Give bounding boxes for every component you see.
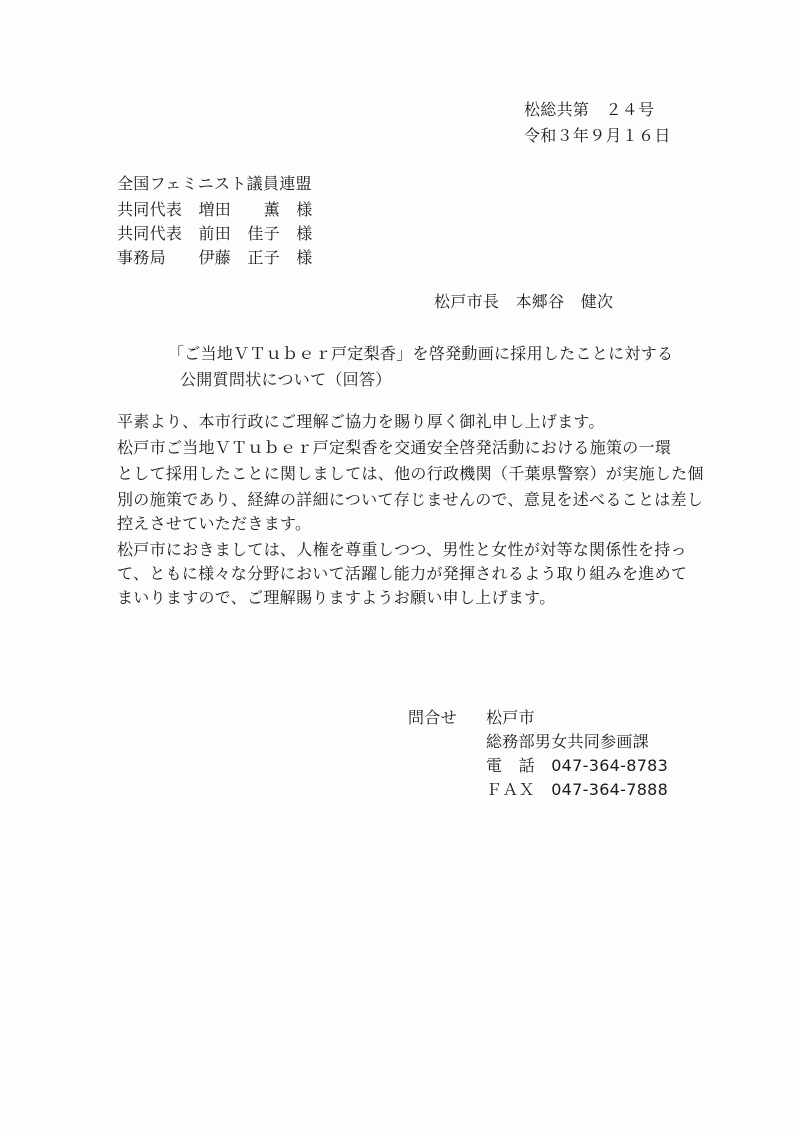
body-line: 平素より、本市行政にご理解ご協力を賜り厚く御礼申し上げます。 xyxy=(117,412,605,431)
contact-phone: 電 話 047-364-8783 xyxy=(486,756,669,775)
contact-department: 総務部男女共同参画課 xyxy=(486,732,650,751)
body-line: 別の施策であり、経緯の詳細について存じませんので、意見を述べることは差し xyxy=(117,490,704,509)
sender-line: 松戸市長 本郷谷 健次 xyxy=(434,292,614,311)
contact-label: 問合せ xyxy=(408,708,457,727)
body-line: 控えさせていただきます。 xyxy=(117,514,312,533)
subject-line-1: 「ご当地ＶＴｕｂｅｒ戸定梨香」を啓発動画に採用したことに対する xyxy=(168,344,674,363)
body-line: として採用したことに関しましては、他の行政機関（千葉県警察）が実施した個 xyxy=(117,464,704,483)
contact-fax: ＦＡＸ 047-364-7888 xyxy=(486,780,669,799)
recipient-line: 共同代表 前田 佳子 様 xyxy=(117,224,313,243)
recipient-line: 共同代表 増田 薫 様 xyxy=(117,200,313,219)
contact-organization: 松戸市 xyxy=(486,708,535,727)
letter-date: 令和３年９月１６日 xyxy=(524,126,671,145)
subject-line-2: 公開質問状について（回答） xyxy=(180,370,392,389)
body-line: 松戸市ご当地ＶＴｕｂｅｒ戸定梨香を交通安全啓発活動における施策の一環 xyxy=(117,438,672,457)
recipient-line: 事務局 伊藤 正子 様 xyxy=(117,248,313,267)
recipient-organization: 全国フェミニスト議員連盟 xyxy=(117,174,312,193)
body-line: まいりますので、ご理解賜りますようお願い申し上げます。 xyxy=(117,588,556,607)
body-line: て、ともに様々な分野において活躍し能力が発揮されるよう取り組みを進めて xyxy=(117,564,688,583)
reference-number: 松総共第 ２４号 xyxy=(524,100,655,119)
body-line: 松戸市におきましては、人権を尊重しつつ、男性と女性が対等な関係性を持っ xyxy=(117,540,687,559)
